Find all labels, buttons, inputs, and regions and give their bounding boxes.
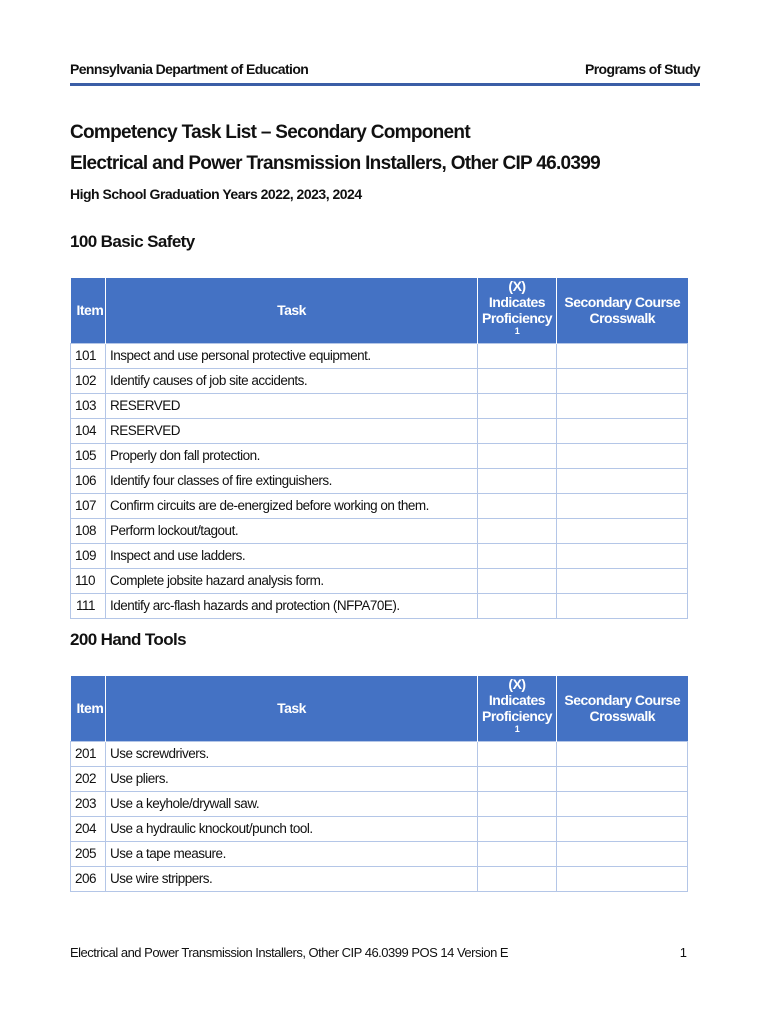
task-table-body xyxy=(71,741,688,891)
crosswalk-cell xyxy=(557,816,688,841)
task-description: Use screwdrivers. xyxy=(106,741,478,766)
item-number: 107 xyxy=(71,493,106,518)
footnote-marker: 1 xyxy=(514,724,520,734)
item-number: 104 xyxy=(71,418,106,443)
column-header-item: Item xyxy=(71,676,106,741)
task-description: Identify four classes of fire extinguishers. xyxy=(106,468,478,493)
crosswalk-cell xyxy=(557,468,688,493)
table-row xyxy=(71,518,688,543)
item-number: 204 xyxy=(71,816,106,841)
task-description: Use a keyhole/drywall saw. xyxy=(106,791,478,816)
crosswalk-cell xyxy=(557,493,688,518)
proficiency-cell xyxy=(478,543,557,568)
column-header-task: Task xyxy=(106,278,478,343)
proficiency-cell xyxy=(478,741,557,766)
task-description: Identify arc-flash hazards and protection (NFPA70E). xyxy=(106,593,478,618)
item-number: 109 xyxy=(71,543,106,568)
crosswalk-cell xyxy=(557,343,688,368)
task-description: Use wire strippers. xyxy=(106,866,478,891)
proficiency-cell xyxy=(478,766,557,791)
document-title: Competency Task List – Secondary Component xyxy=(70,122,470,143)
graduation-years: High School Graduation Years 2022, 2023, 2024 xyxy=(70,186,362,202)
proficiency-cell xyxy=(478,343,557,368)
table-row xyxy=(71,493,688,518)
table-row xyxy=(71,866,688,891)
crosswalk-cell xyxy=(557,443,688,468)
section-title-hand-tools: 200 Hand Tools xyxy=(70,630,186,649)
table-row xyxy=(71,418,688,443)
table-row xyxy=(71,593,688,618)
crosswalk-cell xyxy=(557,593,688,618)
task-table-basic-safety xyxy=(70,278,688,619)
section-title-basic-safety: 100 Basic Safety xyxy=(70,232,195,251)
table-header-row xyxy=(71,278,688,343)
task-description: Use pliers. xyxy=(106,766,478,791)
proficiency-cell xyxy=(478,816,557,841)
table-row xyxy=(71,368,688,393)
table-row xyxy=(71,791,688,816)
document-program-title: Electrical and Power Transmission Installers, Other CIP 46.0399 xyxy=(70,153,601,174)
crosswalk-cell xyxy=(557,841,688,866)
task-table-hand-tools xyxy=(70,676,688,892)
table-row xyxy=(71,543,688,568)
proficiency-cell xyxy=(478,443,557,468)
table-row xyxy=(71,816,688,841)
table-header-row xyxy=(71,676,688,741)
proficiency-cell xyxy=(478,791,557,816)
task-description: Use a hydraulic knockout/punch tool. xyxy=(106,816,478,841)
task-description: Use a tape measure. xyxy=(106,841,478,866)
task-table-body xyxy=(71,343,688,618)
crosswalk-cell xyxy=(557,866,688,891)
header-organization: Pennsylvania Department of Education xyxy=(70,61,309,77)
item-number: 110 xyxy=(71,568,106,593)
task-description: Inspect and use ladders. xyxy=(106,543,478,568)
item-number: 111 xyxy=(71,593,106,618)
table-row xyxy=(71,741,688,766)
footer-page-number: 1 xyxy=(679,945,687,960)
table-row xyxy=(71,841,688,866)
item-number: 203 xyxy=(71,791,106,816)
table-row xyxy=(71,443,688,468)
header-program: Programs of Study xyxy=(584,61,700,77)
proficiency-cell xyxy=(478,593,557,618)
column-header-proficiency: (X) Indicates Proficiency $^1$ xyxy=(478,676,557,741)
proficiency-cell xyxy=(478,493,557,518)
proficiency-cell xyxy=(478,518,557,543)
item-number: 101 xyxy=(71,343,106,368)
crosswalk-cell xyxy=(557,568,688,593)
proficiency-cell xyxy=(478,393,557,418)
footer-document-id: Electrical and Power Transmission Installers, Other CIP 46.0399 POS 14 Version E xyxy=(70,945,509,960)
footnote-marker: 1 xyxy=(514,326,520,336)
task-description: RESERVED xyxy=(106,393,478,418)
crosswalk-cell xyxy=(557,393,688,418)
crosswalk-cell xyxy=(557,518,688,543)
proficiency-cell xyxy=(478,368,557,393)
task-description: Complete jobsite hazard analysis form. xyxy=(106,568,478,593)
proficiency-cell xyxy=(478,468,557,493)
item-number: 206 xyxy=(71,866,106,891)
column-header-crosswalk: Secondary Course Crosswalk xyxy=(557,278,688,343)
task-description: Properly don fall protection. xyxy=(106,443,478,468)
crosswalk-cell xyxy=(557,766,688,791)
item-number: 103 xyxy=(71,393,106,418)
item-number: 108 xyxy=(71,518,106,543)
table-row xyxy=(71,766,688,791)
column-header-item: Item xyxy=(71,278,106,343)
task-description: Perform lockout/tagout. xyxy=(106,518,478,543)
crosswalk-cell xyxy=(557,543,688,568)
proficiency-cell xyxy=(478,418,557,443)
proficiency-cell xyxy=(478,866,557,891)
item-number: 205 xyxy=(71,841,106,866)
crosswalk-cell xyxy=(557,368,688,393)
crosswalk-cell xyxy=(557,791,688,816)
table-row xyxy=(71,393,688,418)
table-row xyxy=(71,568,688,593)
task-description: Inspect and use personal protective equipment. xyxy=(106,343,478,368)
item-number: 102 xyxy=(71,368,106,393)
proficiency-cell xyxy=(478,841,557,866)
proficiency-cell xyxy=(478,568,557,593)
column-header-crosswalk: Secondary Course Crosswalk xyxy=(557,676,688,741)
item-number: 105 xyxy=(71,443,106,468)
task-description: Confirm circuits are de-energized before working on them. xyxy=(106,493,478,518)
column-header-task: Task xyxy=(106,676,478,741)
task-description: Identify causes of job site accidents. xyxy=(106,368,478,393)
crosswalk-cell xyxy=(557,418,688,443)
table-row xyxy=(71,468,688,493)
crosswalk-cell xyxy=(557,741,688,766)
column-header-proficiency: (X) Indicates Proficiency $^1$ xyxy=(478,278,557,343)
item-number: 201 xyxy=(71,741,106,766)
item-number: 106 xyxy=(71,468,106,493)
task-description: RESERVED xyxy=(106,418,478,443)
table-row xyxy=(71,343,688,368)
header-divider xyxy=(70,83,700,86)
item-number: 202 xyxy=(71,766,106,791)
